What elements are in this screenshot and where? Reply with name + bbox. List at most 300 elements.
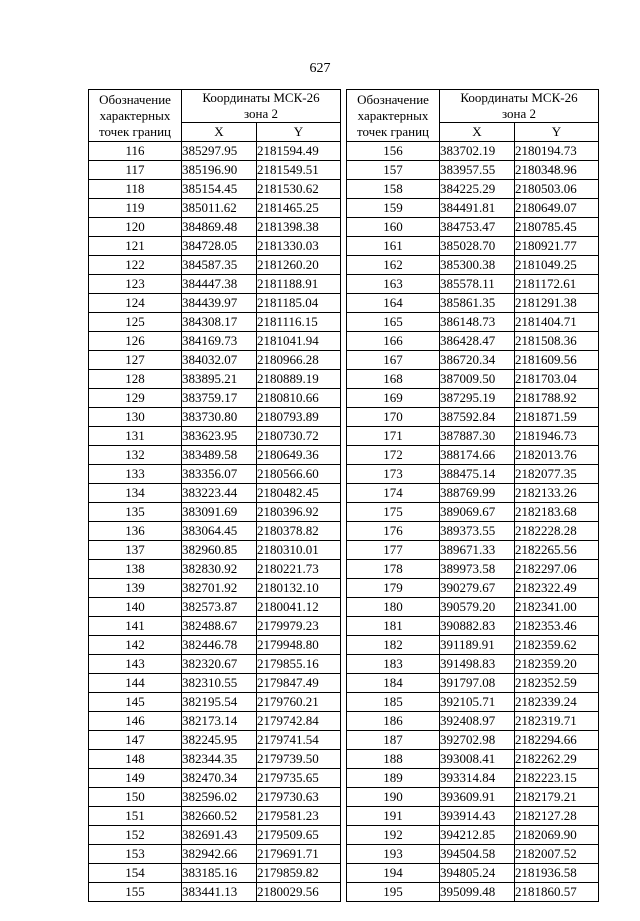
- point-number-cell: 192: [347, 826, 440, 845]
- point-number-cell: 159: [347, 199, 440, 218]
- point-number-cell: 141: [89, 617, 182, 636]
- x-value-cell: 384728.05: [182, 237, 257, 256]
- table-row: [89, 332, 341, 351]
- y-value-cell: 2182359.20: [515, 655, 599, 674]
- table-row: [89, 427, 341, 446]
- table-row: [89, 237, 341, 256]
- x-value-cell: 394504.58: [440, 845, 515, 864]
- point-number-cell: 126: [89, 332, 182, 351]
- point-number-cell: 194: [347, 864, 440, 883]
- x-value-cell: 387295.19: [440, 389, 515, 408]
- x-value-cell: 388475.14: [440, 465, 515, 484]
- table-row: [347, 636, 599, 655]
- y-value-cell: 2181188.91: [257, 275, 341, 294]
- y-header: Y: [515, 123, 599, 142]
- table-row: [89, 446, 341, 465]
- point-number-cell: 193: [347, 845, 440, 864]
- table-row: [347, 484, 599, 503]
- table-row: [347, 712, 599, 731]
- y-value-cell: 2182359.62: [515, 636, 599, 655]
- y-value-cell: 2180730.72: [257, 427, 341, 446]
- x-value-cell: 383489.58: [182, 446, 257, 465]
- table-row: [89, 180, 341, 199]
- x-value-cell: 392408.97: [440, 712, 515, 731]
- y-value-cell: 2181594.49: [257, 142, 341, 161]
- table-row: [347, 218, 599, 237]
- x-value-cell: 389069.67: [440, 503, 515, 522]
- x-value-cell: 387592.84: [440, 408, 515, 427]
- table-row: [347, 503, 599, 522]
- point-number-cell: 172: [347, 446, 440, 465]
- table-row: [347, 617, 599, 636]
- y-value-cell: 2180793.89: [257, 408, 341, 427]
- y-value-cell: 2181860.57: [515, 883, 599, 902]
- x-value-cell: 390279.67: [440, 579, 515, 598]
- x-value-cell: 384587.35: [182, 256, 257, 275]
- x-value-cell: 383895.21: [182, 370, 257, 389]
- x-header: X: [182, 123, 257, 142]
- table-row: [347, 674, 599, 693]
- point-number-cell: 145: [89, 693, 182, 712]
- x-value-cell: 392702.98: [440, 731, 515, 750]
- y-value-cell: 2180810.66: [257, 389, 341, 408]
- table-row: [89, 541, 341, 560]
- y-value-cell: 2180194.73: [515, 142, 599, 161]
- point-number-cell: 158: [347, 180, 440, 199]
- point-number-cell: 184: [347, 674, 440, 693]
- x-value-cell: 386720.34: [440, 351, 515, 370]
- table-row: [347, 142, 599, 161]
- point-number-cell: 190: [347, 788, 440, 807]
- table-row: [89, 389, 341, 408]
- y-value-cell: 2179739.50: [257, 750, 341, 769]
- x-value-cell: 394212.85: [440, 826, 515, 845]
- table-row: [347, 750, 599, 769]
- point-number-cell: 131: [89, 427, 182, 446]
- x-value-cell: 389973.58: [440, 560, 515, 579]
- x-value-cell: 393914.43: [440, 807, 515, 826]
- table-row: [347, 826, 599, 845]
- y-value-cell: 2182228.28: [515, 522, 599, 541]
- table-row: [89, 161, 341, 180]
- x-value-cell: 387887.30: [440, 427, 515, 446]
- x-value-cell: 393008.41: [440, 750, 515, 769]
- table-row: [347, 313, 599, 332]
- point-number-cell: 181: [347, 617, 440, 636]
- x-value-cell: 383185.16: [182, 864, 257, 883]
- x-value-cell: 382310.55: [182, 674, 257, 693]
- table-row: [347, 845, 599, 864]
- table-row: [89, 370, 341, 389]
- table-row: [347, 294, 599, 313]
- table-row: [89, 465, 341, 484]
- y-value-cell: 2179735.65: [257, 769, 341, 788]
- point-number-cell: 166: [347, 332, 440, 351]
- point-number-cell: 146: [89, 712, 182, 731]
- point-number-cell: 160: [347, 218, 440, 237]
- x-value-cell: 385154.45: [182, 180, 257, 199]
- table-row: [89, 484, 341, 503]
- point-number-cell: 186: [347, 712, 440, 731]
- point-number-cell: 120: [89, 218, 182, 237]
- table-row: [347, 180, 599, 199]
- point-number-cell: 139: [89, 579, 182, 598]
- y-value-cell: 2182077.35: [515, 465, 599, 484]
- y-value-cell: 2182294.66: [515, 731, 599, 750]
- point-number-cell: 148: [89, 750, 182, 769]
- point-number-cell: 149: [89, 769, 182, 788]
- point-number-cell: 135: [89, 503, 182, 522]
- y-value-cell: 2182262.29: [515, 750, 599, 769]
- table-row: [89, 769, 341, 788]
- y-value-cell: 2179691.71: [257, 845, 341, 864]
- table-row: [347, 883, 599, 902]
- y-value-cell: 2182179.21: [515, 788, 599, 807]
- y-value-cell: 2181530.62: [257, 180, 341, 199]
- x-value-cell: 384869.48: [182, 218, 257, 237]
- table-row: [347, 807, 599, 826]
- point-number-cell: 195: [347, 883, 440, 902]
- table-row: [89, 503, 341, 522]
- y-value-cell: 2179855.16: [257, 655, 341, 674]
- y-value-cell: 2182133.26: [515, 484, 599, 503]
- table-row: [89, 560, 341, 579]
- table-row: [89, 142, 341, 161]
- y-value-cell: 2179581.23: [257, 807, 341, 826]
- y-value-cell: 2182069.90: [515, 826, 599, 845]
- point-number-cell: 143: [89, 655, 182, 674]
- x-value-cell: 382195.54: [182, 693, 257, 712]
- table-row: [347, 408, 599, 427]
- point-number-cell: 154: [89, 864, 182, 883]
- point-number-cell: 144: [89, 674, 182, 693]
- x-value-cell: 390579.20: [440, 598, 515, 617]
- point-number-cell: 174: [347, 484, 440, 503]
- y-value-cell: 2181185.04: [257, 294, 341, 313]
- table-row: [89, 294, 341, 313]
- table-row: [89, 598, 341, 617]
- x-value-cell: 388174.66: [440, 446, 515, 465]
- table-row: [89, 731, 341, 750]
- coordinates-table-left: [88, 89, 341, 902]
- point-number-cell: 173: [347, 465, 440, 484]
- point-number-cell: 155: [89, 883, 182, 902]
- table-row: [89, 256, 341, 275]
- y-value-cell: 2182007.52: [515, 845, 599, 864]
- point-number-cell: 180: [347, 598, 440, 617]
- coords-header: Координаты МСК-26 зона 2: [440, 90, 599, 123]
- y-value-cell: 2180378.82: [257, 522, 341, 541]
- table-row: [347, 370, 599, 389]
- point-number-cell: 136: [89, 522, 182, 541]
- point-number-cell: 165: [347, 313, 440, 332]
- point-number-cell: 151: [89, 807, 182, 826]
- table-row: [347, 237, 599, 256]
- x-value-cell: 386148.73: [440, 313, 515, 332]
- y-value-cell: 2182183.68: [515, 503, 599, 522]
- point-number-cell: 164: [347, 294, 440, 313]
- point-number-cell: 157: [347, 161, 440, 180]
- y-value-cell: 2181508.36: [515, 332, 599, 351]
- y-value-cell: 2180921.77: [515, 237, 599, 256]
- x-value-cell: 383441.13: [182, 883, 257, 902]
- point-number-cell: 147: [89, 731, 182, 750]
- page-number: 627: [309, 61, 331, 76]
- point-number-cell: 171: [347, 427, 440, 446]
- y-value-cell: 2181291.38: [515, 294, 599, 313]
- table-row: [347, 427, 599, 446]
- table-row: [347, 788, 599, 807]
- y-value-cell: 2181330.03: [257, 237, 341, 256]
- point-number-cell: 169: [347, 389, 440, 408]
- x-value-cell: 384169.73: [182, 332, 257, 351]
- y-value-cell: 2182013.76: [515, 446, 599, 465]
- y-value-cell: 2181609.56: [515, 351, 599, 370]
- y-value-cell: 2182322.49: [515, 579, 599, 598]
- point-number-cell: 129: [89, 389, 182, 408]
- table-row: [347, 579, 599, 598]
- point-number-cell: 138: [89, 560, 182, 579]
- point-number-cell: 187: [347, 731, 440, 750]
- table-row: [89, 636, 341, 655]
- y-value-cell: 2182127.28: [515, 807, 599, 826]
- x-value-cell: 384032.07: [182, 351, 257, 370]
- x-value-cell: 382960.85: [182, 541, 257, 560]
- point-number-cell: 152: [89, 826, 182, 845]
- point-number-cell: 176: [347, 522, 440, 541]
- x-value-cell: 383091.69: [182, 503, 257, 522]
- y-value-cell: 2179741.54: [257, 731, 341, 750]
- x-value-cell: 383064.45: [182, 522, 257, 541]
- x-value-cell: 384439.97: [182, 294, 257, 313]
- table-row: [89, 788, 341, 807]
- points-header: Обозначение характерных точек границ: [347, 90, 440, 142]
- table-row: [347, 256, 599, 275]
- y-value-cell: 2179859.82: [257, 864, 341, 883]
- table-row: [89, 275, 341, 294]
- point-number-cell: 118: [89, 180, 182, 199]
- point-number-cell: 119: [89, 199, 182, 218]
- y-header: Y: [257, 123, 341, 142]
- y-value-cell: 2180503.06: [515, 180, 599, 199]
- y-value-cell: 2179760.21: [257, 693, 341, 712]
- y-value-cell: 2179730.63: [257, 788, 341, 807]
- x-value-cell: 384447.38: [182, 275, 257, 294]
- x-value-cell: 383623.95: [182, 427, 257, 446]
- y-value-cell: 2182297.06: [515, 560, 599, 579]
- point-number-cell: 161: [347, 237, 440, 256]
- x-value-cell: 385297.95: [182, 142, 257, 161]
- point-number-cell: 121: [89, 237, 182, 256]
- x-value-cell: 382660.52: [182, 807, 257, 826]
- point-number-cell: 177: [347, 541, 440, 560]
- point-number-cell: 150: [89, 788, 182, 807]
- x-value-cell: 383223.44: [182, 484, 257, 503]
- table-row: [347, 275, 599, 294]
- x-value-cell: 393314.84: [440, 769, 515, 788]
- point-number-cell: 179: [347, 579, 440, 598]
- y-value-cell: 2181041.94: [257, 332, 341, 351]
- y-value-cell: 2180889.19: [257, 370, 341, 389]
- table-row: [347, 769, 599, 788]
- point-number-cell: 133: [89, 465, 182, 484]
- table-row: [347, 655, 599, 674]
- table-row: [89, 712, 341, 731]
- point-number-cell: 168: [347, 370, 440, 389]
- point-number-cell: 167: [347, 351, 440, 370]
- table-row: [89, 313, 341, 332]
- point-number-cell: 178: [347, 560, 440, 579]
- x-value-cell: 382942.66: [182, 845, 257, 864]
- coordinates-table-right: [346, 89, 599, 902]
- y-value-cell: 2181946.73: [515, 427, 599, 446]
- point-number-cell: 128: [89, 370, 182, 389]
- table-row: [347, 598, 599, 617]
- x-value-cell: 385578.11: [440, 275, 515, 294]
- point-number-cell: 175: [347, 503, 440, 522]
- point-number-cell: 182: [347, 636, 440, 655]
- x-value-cell: 383759.17: [182, 389, 257, 408]
- y-value-cell: 2182265.56: [515, 541, 599, 560]
- x-value-cell: 382830.92: [182, 560, 257, 579]
- point-number-cell: 132: [89, 446, 182, 465]
- table-row: [89, 522, 341, 541]
- y-value-cell: 2180649.36: [257, 446, 341, 465]
- y-value-cell: 2179509.65: [257, 826, 341, 845]
- y-value-cell: 2182339.24: [515, 693, 599, 712]
- x-value-cell: 385196.90: [182, 161, 257, 180]
- y-value-cell: 2181936.58: [515, 864, 599, 883]
- table-row: [89, 408, 341, 427]
- coords-header: Координаты МСК-26 зона 2: [182, 90, 341, 123]
- y-value-cell: 2179847.49: [257, 674, 341, 693]
- table-row: [89, 617, 341, 636]
- table-row: [347, 864, 599, 883]
- x-value-cell: 385300.38: [440, 256, 515, 275]
- table-row: [347, 560, 599, 579]
- table-row: [347, 693, 599, 712]
- table-row: [347, 332, 599, 351]
- x-value-cell: 384308.17: [182, 313, 257, 332]
- table-row: [89, 351, 341, 370]
- x-value-cell: 385861.35: [440, 294, 515, 313]
- table-row: [347, 351, 599, 370]
- point-number-cell: 116: [89, 142, 182, 161]
- y-value-cell: 2179979.23: [257, 617, 341, 636]
- table-row: [89, 199, 341, 218]
- point-number-cell: 156: [347, 142, 440, 161]
- y-value-cell: 2182341.00: [515, 598, 599, 617]
- table-row: [347, 465, 599, 484]
- table-row: [347, 199, 599, 218]
- y-value-cell: 2182353.46: [515, 617, 599, 636]
- y-value-cell: 2181398.38: [257, 218, 341, 237]
- point-number-cell: 137: [89, 541, 182, 560]
- y-value-cell: 2180132.10: [257, 579, 341, 598]
- y-value-cell: 2180566.60: [257, 465, 341, 484]
- y-value-cell: 2179742.84: [257, 712, 341, 731]
- x-value-cell: 389671.33: [440, 541, 515, 560]
- point-number-cell: 127: [89, 351, 182, 370]
- x-header: X: [440, 123, 515, 142]
- y-value-cell: 2181788.92: [515, 389, 599, 408]
- point-number-cell: 185: [347, 693, 440, 712]
- point-number-cell: 124: [89, 294, 182, 313]
- x-value-cell: 392105.71: [440, 693, 515, 712]
- y-value-cell: 2181116.15: [257, 313, 341, 332]
- x-value-cell: 382245.95: [182, 731, 257, 750]
- x-value-cell: 382470.34: [182, 769, 257, 788]
- y-value-cell: 2180396.92: [257, 503, 341, 522]
- x-value-cell: 382488.67: [182, 617, 257, 636]
- x-value-cell: 384753.47: [440, 218, 515, 237]
- table-row: [89, 579, 341, 598]
- point-number-cell: 125: [89, 313, 182, 332]
- table-row: [89, 674, 341, 693]
- x-value-cell: 384225.29: [440, 180, 515, 199]
- x-value-cell: 383957.55: [440, 161, 515, 180]
- x-value-cell: 390882.83: [440, 617, 515, 636]
- y-value-cell: 2181260.20: [257, 256, 341, 275]
- point-number-cell: 122: [89, 256, 182, 275]
- x-value-cell: 384491.81: [440, 199, 515, 218]
- x-value-cell: 383702.19: [440, 142, 515, 161]
- x-value-cell: 391498.83: [440, 655, 515, 674]
- x-value-cell: 382596.02: [182, 788, 257, 807]
- x-value-cell: 391797.08: [440, 674, 515, 693]
- table-row: [347, 389, 599, 408]
- point-number-cell: 130: [89, 408, 182, 427]
- x-value-cell: 382173.14: [182, 712, 257, 731]
- x-value-cell: 382691.43: [182, 826, 257, 845]
- table-row: [89, 655, 341, 674]
- x-value-cell: 393609.91: [440, 788, 515, 807]
- y-value-cell: 2181404.71: [515, 313, 599, 332]
- y-value-cell: 2182352.59: [515, 674, 599, 693]
- point-number-cell: 153: [89, 845, 182, 864]
- x-value-cell: 385028.70: [440, 237, 515, 256]
- y-value-cell: 2181049.25: [515, 256, 599, 275]
- table-row: [347, 731, 599, 750]
- x-value-cell: 386428.47: [440, 332, 515, 351]
- x-value-cell: 389373.55: [440, 522, 515, 541]
- point-number-cell: 163: [347, 275, 440, 294]
- table-row: [89, 864, 341, 883]
- x-value-cell: 395099.48: [440, 883, 515, 902]
- x-value-cell: 391189.91: [440, 636, 515, 655]
- x-value-cell: 383356.07: [182, 465, 257, 484]
- point-number-cell: 188: [347, 750, 440, 769]
- x-value-cell: 394805.24: [440, 864, 515, 883]
- point-number-cell: 123: [89, 275, 182, 294]
- y-value-cell: 2182319.71: [515, 712, 599, 731]
- table-row: [89, 693, 341, 712]
- y-value-cell: 2180785.45: [515, 218, 599, 237]
- table-row: [89, 826, 341, 845]
- y-value-cell: 2181549.51: [257, 161, 341, 180]
- y-value-cell: 2180482.45: [257, 484, 341, 503]
- table-row: [347, 522, 599, 541]
- table-row: [347, 446, 599, 465]
- y-value-cell: 2181871.59: [515, 408, 599, 427]
- table-row: [89, 750, 341, 769]
- table-row: [89, 218, 341, 237]
- y-value-cell: 2180966.28: [257, 351, 341, 370]
- y-value-cell: 2181703.04: [515, 370, 599, 389]
- point-number-cell: 142: [89, 636, 182, 655]
- y-value-cell: 2180029.56: [257, 883, 341, 902]
- y-value-cell: 2180348.96: [515, 161, 599, 180]
